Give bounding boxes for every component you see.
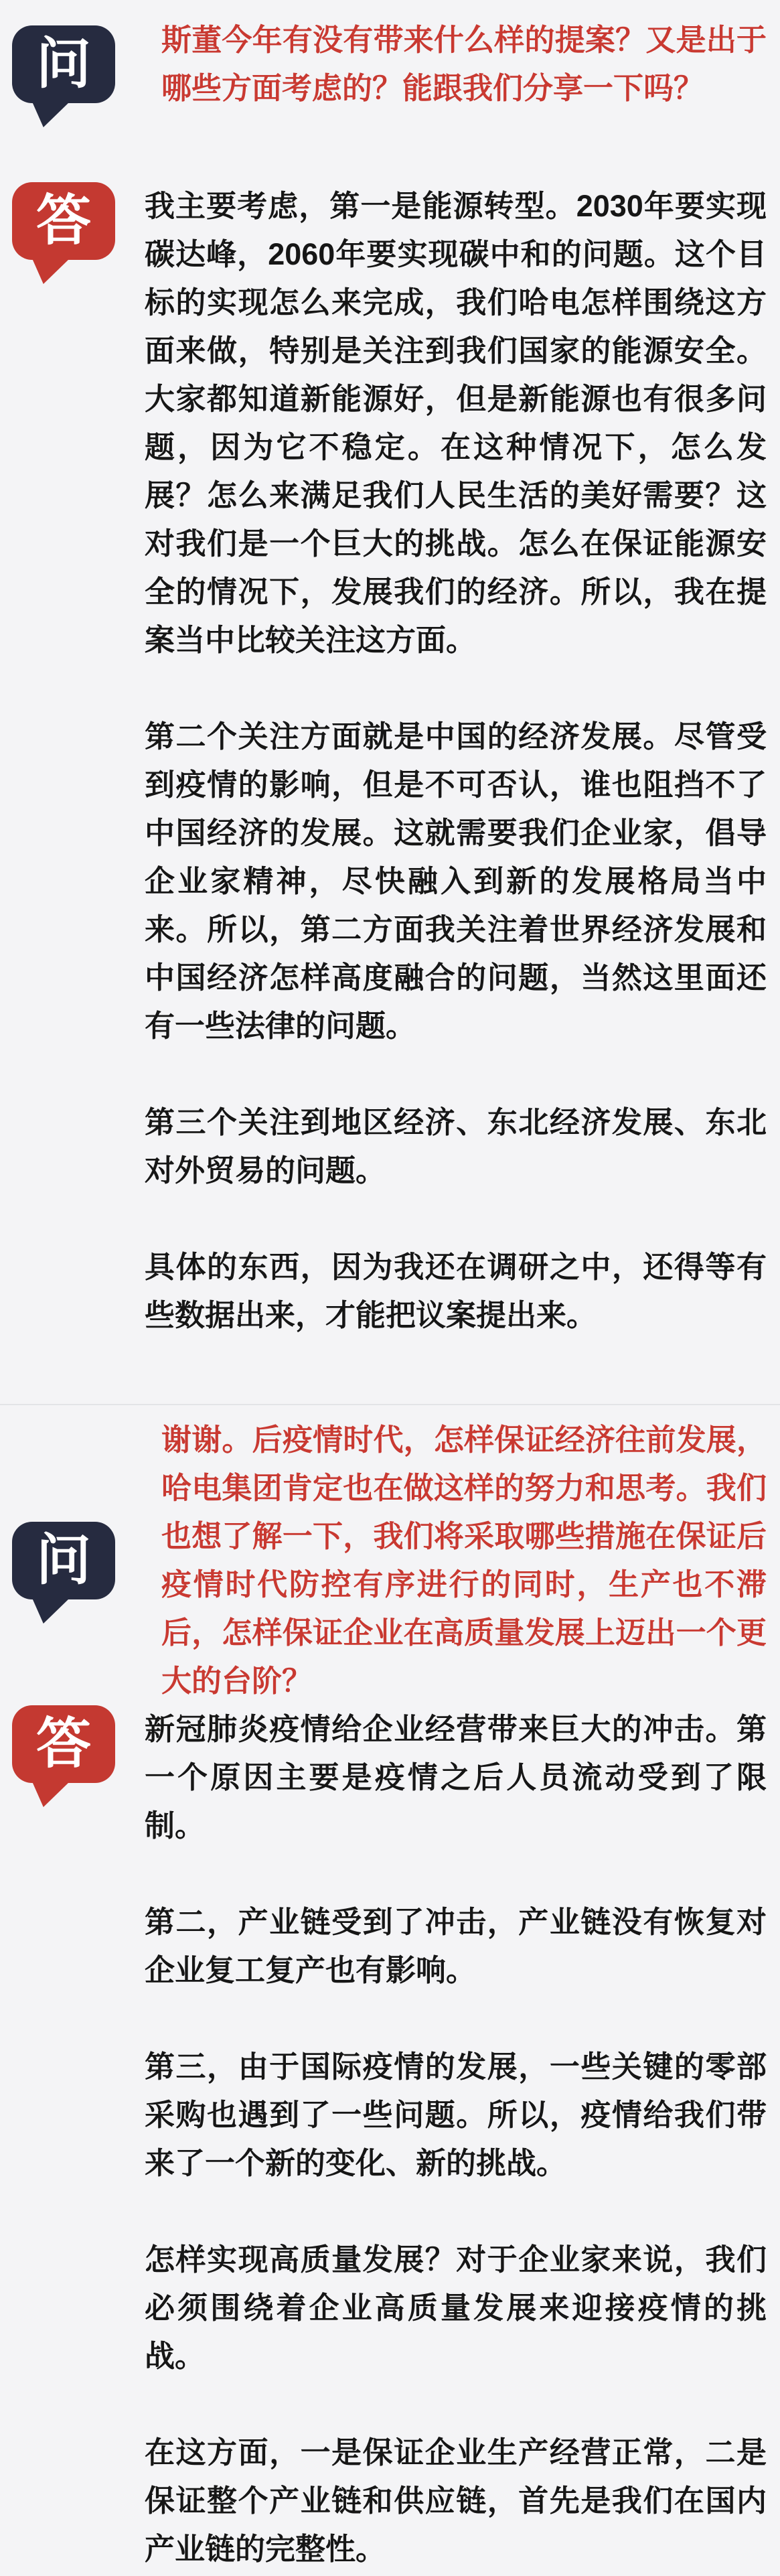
answer-icon-column-2 xyxy=(11,1705,145,1783)
answer-bubble-icon xyxy=(12,182,115,260)
question-row-1 xyxy=(11,16,767,113)
answer-paragraph: 第三，由于国际疫情的发展，一些关键的零部采购也遇到了一些问题。所以，疫情给我们带来了一个新的变化、新的挑战。 xyxy=(145,2050,767,2180)
question-row-2 xyxy=(11,1416,767,1705)
answer-glyph: 答 xyxy=(35,190,91,251)
question-text-2: 谢谢。后疫情时代，怎样保证经济往前发展，哈电集团肯定也在做这样的努力和思考。我们也想了解一下，我们将采取哪些措施在保证后疫情时代防控有序进行的同时，生产也不滞后，怎样保证企业在高质量发展上迈出一个更大的台阶？ xyxy=(161,1423,767,1698)
qa-block-2 xyxy=(0,1405,780,2576)
answer-paragraph: 我主要考虑，第一是能源转型。2030年要实现碳达峰，2060年要实现碳中和的问题。这个目标的实现怎么来完成，我们哈电怎样围绕这方面来做，特别是关注到我们国家的能源安全。大家都知道新能源好，但是新能源也有很多问题，因为它不稳定。在这种情况下，怎么发展？怎么来满足我们人民生活的美好需要？这对我们是一个巨大的挑战。怎么在保证能源安全的情况下，发展我们的经济。所以，我在提案当中比较关注这方面。 xyxy=(145,189,767,657)
question-text-1: 斯董今年有没有带来什么样的提案？又是出于哪些方面考虑的？能跟我们分享一下吗？ xyxy=(161,23,767,105)
question-bubble-icon xyxy=(12,1522,115,1599)
answer-glyph: 答 xyxy=(35,1713,91,1774)
answer-row-2 xyxy=(11,1705,767,2573)
question-icon-column-1 xyxy=(11,25,145,103)
answer-paragraph: 第二个关注方面就是中国的经济发展。尽管受到疫情的影响，但是不可否认，谁也阻挡不了中国经济的发展。这就需要我们企业家，倡导企业家精神，尽快融入到新的发展格局当中来。所以，第二方面我关注着世界经济发展和中国经济怎样高度融合的问题，当然这里面还有一些法律的问题。 xyxy=(145,719,767,1043)
answer-icon-column-1 xyxy=(11,182,145,260)
answer-text-2 xyxy=(145,1705,767,2573)
answer-row-1 xyxy=(11,182,767,1340)
answer-text-1 xyxy=(145,182,767,1340)
answer-paragraph: 怎样实现高质量发展？对于企业家来说，我们必须围绕着企业高质量发展来迎接疫情的挑战。 xyxy=(145,2242,767,2373)
question-glyph: 问 xyxy=(35,1530,91,1591)
answer-paragraph: 第三个关注到地区经济、东北经济发展、东北对外贸易的问题。 xyxy=(145,1105,767,1188)
answer-paragraph: 在这方面，一是保证企业生产经营正常，二是保证整个产业链和供应链，首先是我们在国内产业链的完整性。 xyxy=(145,2435,767,2566)
answer-paragraph: 新冠肺炎疫情给企业经营带来巨大的冲击。第一个原因主要是疫情之后人员流动受到了限制。 xyxy=(145,1712,767,1843)
answer-bubble-icon xyxy=(12,1705,115,1783)
question-glyph: 问 xyxy=(35,33,91,94)
question-icon-column-2 xyxy=(11,1522,145,1599)
answer-paragraph: 具体的东西，因为我还在调研之中，还得等有些数据出来，才能把议案提出来。 xyxy=(145,1250,767,1332)
answer-paragraph: 第二，产业链受到了冲击，产业链没有恢复对企业复工复产也有影响。 xyxy=(145,1905,767,1987)
question-bubble-icon xyxy=(12,25,115,103)
